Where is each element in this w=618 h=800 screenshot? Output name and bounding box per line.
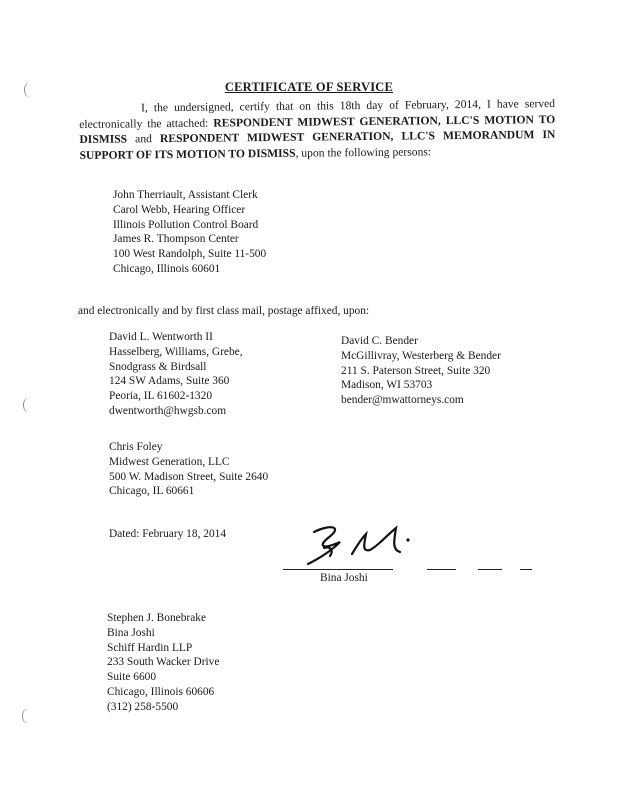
signature-line-segment	[520, 569, 532, 570]
signature-line-segment	[427, 569, 456, 570]
address-line: 500 W. Madison Street, Suite 2640	[109, 470, 269, 483]
address-line: David C. Bender	[341, 335, 418, 347]
punch-hole-mark	[22, 708, 35, 724]
signature-line	[283, 569, 393, 570]
address-line: Illinois Pollution Control Board	[113, 218, 259, 231]
address-line: Schiff Hardin LLP	[107, 641, 193, 654]
address-line: 233 South Wacker Drive	[107, 656, 220, 669]
address-line: 211 S. Paterson Street, Suite 320	[341, 364, 491, 377]
address-line: Chicago, Illinois 60606	[107, 685, 215, 698]
document-name-motion: RESPONDENT MIDWEST GENERATION, LLC'S MOTION TO DISMISS	[79, 112, 556, 146]
handwritten-signature	[300, 520, 440, 568]
address-line: John Therriault, Assistant Clerk	[113, 189, 258, 201]
address-line: Stephen J. Bonebrake	[107, 612, 207, 624]
address-line: McGillivray, Westerberg & Bender	[341, 349, 501, 362]
address-line: Chicago, IL 60661	[109, 485, 195, 498]
intro-tail: , upon the following persons:	[295, 144, 432, 160]
address-line: David L. Wentworth II	[109, 331, 213, 343]
address-line: Chris Foley	[109, 441, 163, 453]
document-name-memorandum: RESPONDENT MIDWEST GENERATION, LLC'S MEMORANDUM IN SUPPORT OF ITS MOTION TO DISMISS	[79, 128, 556, 162]
address-email: bender@mwattorneys.com	[341, 394, 464, 407]
signer-printed-name: Bina Joshi	[320, 572, 368, 584]
address-line: 100 West Randolph, Suite 11-500	[113, 248, 267, 261]
intro-paragraph	[79, 96, 556, 163]
clerk-address-block	[113, 188, 266, 277]
intro-lead: I, the undersigned, certify that on this 18th day of February, 2014, I have served electronically the attached:	[79, 97, 556, 131]
date-line: Dated: February 18, 2014	[109, 528, 227, 540]
address-line: 124 SW Adams, Suite 360	[109, 375, 230, 388]
mail-service-line: and electronically and by first class mail, postage affixed, upon:	[78, 305, 370, 317]
address-line: Midwest Generation, LLC	[109, 455, 230, 468]
address-line: Chicago, Illinois 60601	[113, 262, 221, 275]
address-line: James R. Thompson Center	[113, 233, 239, 246]
address-line: Madison, WI 53703	[341, 379, 433, 392]
address-line: Carol Webb, Hearing Officer	[113, 203, 246, 216]
signature-line-segment	[478, 569, 502, 570]
address-email: dwentworth@hwgsb.com	[109, 404, 227, 417]
punch-hole-mark	[23, 397, 36, 413]
address-line: Hasselberg, Williams, Grebe,	[109, 345, 243, 358]
address-line: Snodgrass & Birdsall	[109, 360, 207, 373]
address-line: Peoria, IL 61602-1320	[109, 390, 213, 403]
recipient-wentworth	[109, 330, 243, 419]
recipient-bender	[341, 334, 501, 408]
address-line: Suite 6600	[107, 671, 157, 684]
counsel-address-block	[107, 611, 219, 715]
intro-and: and	[135, 132, 152, 146]
recipient-foley	[109, 440, 268, 499]
address-line: Bina Joshi	[107, 626, 155, 639]
document-title: CERTIFICATE OF SERVICE	[224, 80, 394, 94]
address-phone: (312) 258-5500	[107, 700, 179, 713]
